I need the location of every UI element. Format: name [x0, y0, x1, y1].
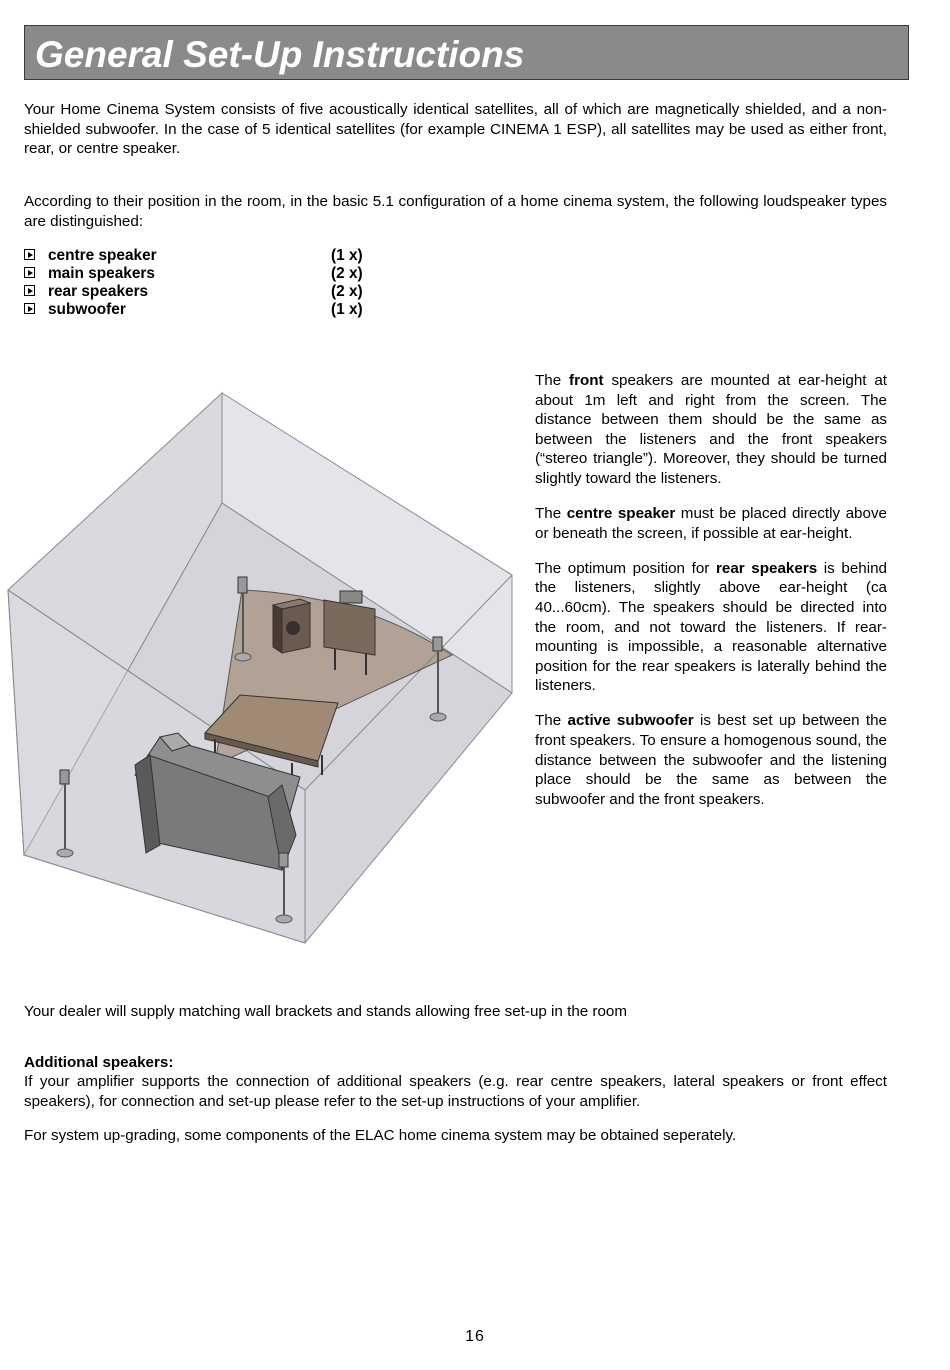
- speaker-type-count: (2 x): [331, 265, 363, 282]
- play-arrow-icon: [24, 267, 35, 278]
- front-left-speaker: [238, 577, 247, 593]
- speaker-type-name: rear speakers: [48, 283, 149, 300]
- list-item: [24, 283, 424, 301]
- list-item: [24, 247, 424, 265]
- speaker-type-list: [24, 247, 424, 319]
- rear-speakers-paragraph: The optimum position for rear speakers is behind the listeners, slightly above ear-height (ca 40...60cm). The speakers should be directed into the room, and not toward the listeners. If rear-mounting is impossible, a reasonable alternative position for the rear speakers is laterally behind the listeners.: [535, 559, 887, 695]
- title-bar: [24, 25, 909, 80]
- speaker-type-count: (1 x): [331, 301, 363, 318]
- upgrade-paragraph: For system up-grading, some components of the ELAC home cinema system may be obtained seperately.: [24, 1127, 737, 1144]
- page-number: 16: [465, 1328, 485, 1345]
- list-item: [24, 265, 424, 283]
- list-item: [24, 301, 424, 319]
- screen: [324, 600, 375, 655]
- page-title: General Set-Up Instructions: [35, 34, 525, 75]
- intro-paragraph: Your Home Cinema System consists of five acoustically identical satellites, all of which are magnetically shielded, and a non-shielded subwoofer. In the case of 5 identical satellites (for example CINEMA 1 ESP), all satellites may be used as either front, rear, or centre speaker.: [24, 101, 887, 158]
- speaker-type-name: main speakers: [48, 265, 155, 282]
- play-arrow-icon: [24, 249, 35, 260]
- speaker-type-name: subwoofer: [48, 301, 126, 318]
- rear-left-speaker: [60, 770, 69, 784]
- config-intro-paragraph: According to their position in the room, in the basic 5.1 configuration of a home cinema system, the following loudspeaker types are distinguished:: [24, 193, 887, 230]
- additional-speakers-heading: Additional speakers:: [24, 1054, 174, 1071]
- additional-speakers-paragraph: If your amplifier supports the connection of additional speakers (e.g. rear centre speakers, lateral speakers or front effect speakers), for connection and set-up please refer to the set-up instructions of your amplifier.: [24, 1073, 887, 1110]
- subwoofer-paragraph: The active subwoofer is best set up between the front speakers. To ensure a homogenous sound, the distance between the subwoofer and the listening place should be the same as between the subwoofer and the front speakers.: [535, 712, 887, 808]
- play-arrow-icon: [24, 285, 35, 296]
- centre-speaker: [340, 591, 362, 603]
- dealer-paragraph: Your dealer will supply matching wall brackets and stands allowing free set-up in the room: [24, 1003, 628, 1020]
- front-right-speaker: [433, 637, 442, 651]
- room-setup-illustration: [0, 365, 530, 965]
- rear-right-speaker: [279, 853, 288, 867]
- centre-speaker-paragraph: The centre speaker must be placed directly above or beneath the screen, if possible at ear-height.: [535, 505, 887, 542]
- speaker-type-name: centre speaker: [48, 247, 157, 264]
- placement-instructions: [535, 371, 887, 825]
- speaker-type-count: (2 x): [331, 283, 363, 300]
- play-arrow-icon: [24, 303, 35, 314]
- front-speakers-paragraph: The front speakers are mounted at ear-height at about 1m left and right from the screen. The distance between them should be the same as between the listeners and the front speakers (“stereo triangle”). Moreover, they should be turned slightly toward the listeners.: [535, 372, 888, 487]
- speaker-type-count: (1 x): [331, 247, 363, 264]
